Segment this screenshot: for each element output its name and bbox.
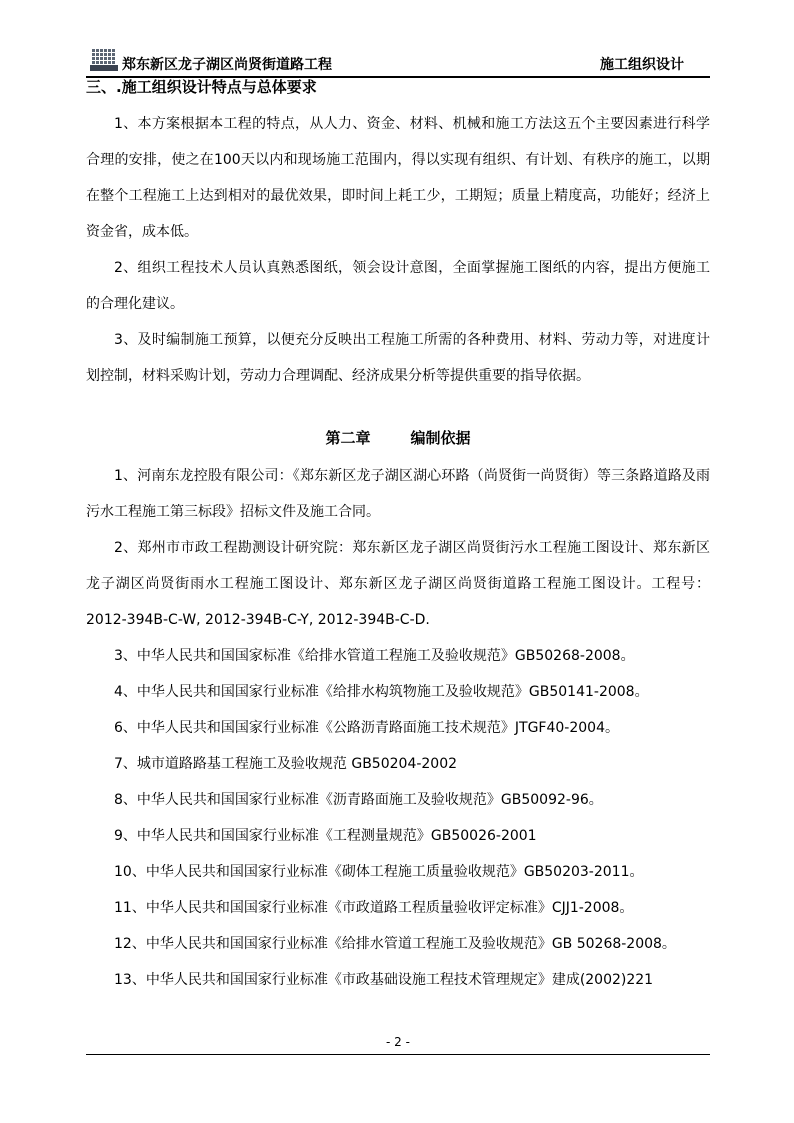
page-content <box>86 74 710 998</box>
header-doc-type: 施工组织设计 <box>600 57 684 73</box>
basis-item: 7、城市道路路基工程施工及验收规范 GB50204-2002 <box>114 756 458 772</box>
basis-item: 13、中华人民共和国国家行业标准《市政基础设施工程技术管理规定》建成(2002)221 <box>114 972 654 988</box>
basis-item: 4、中华人民共和国国家行业标准《给排水构筑物施工及验收规范》GB50141-2008。 <box>114 684 649 700</box>
basis-item: 1、河南东龙控股有限公司：《郑东新区龙子湖区湖心环路（尚贤街一尚贤街）等三条路道路及雨污水工程施工第三标段》招标文件及施工合同。 <box>86 468 710 520</box>
basis-item: 12、中华人民共和国国家行业标准《给排水管道工程施工及验收规范》GB 50268-2008。 <box>114 936 676 952</box>
page-header <box>86 44 710 78</box>
page-footer <box>86 1035 710 1075</box>
chapter-number: 第二章 <box>325 429 371 447</box>
basis-item: 6、中华人民共和国国家行业标准《公路沥青路面施工技术规范》JTGF40-2004。 <box>114 720 619 736</box>
section-title: 三、.施工组织设计特点与总体要求 <box>86 78 317 96</box>
basis-item: 11、中华人民共和国国家行业标准《市政道路工程质量验收评定标准》CJJ1-2008。 <box>114 900 634 916</box>
header-project-name: 郑东新区龙子湖区尚贤街道路工程 <box>122 57 332 73</box>
chapter-heading <box>86 420 710 456</box>
basis-item: 3、中华人民共和国国家标准《给排水管道工程施工及验收规范》GB50268-2008。 <box>114 648 635 664</box>
chapter-title: 编制依据 <box>410 429 471 447</box>
page-number: - 2 - <box>386 1035 410 1049</box>
basis-item: 2、郑州市市政工程勘测设计研究院：郑东新区龙子湖区尚贤街污水工程施工图设计、郑东新区龙子湖区尚贤街雨水工程施工图设计、郑东新区龙子湖区尚贤街道路工程施工图设计。工程号：2012-394B-C-W, 2012-394B-C-Y, 2012-394B-C-D. <box>86 540 710 628</box>
section-paragraph: 1、本方案根据本工程的特点，从人力、资金、材料、机械和施工方法这五个主要因素进行科学合理的安排，使之在100天以内和现场施工范围内，得以实现有组织、有计划、有秩序的施工，以期在整个工程施工上达到相对的最优效果，即时间上耗工少，工期短；质量上精度高，功能好；经济上资金省，成本低。 <box>86 116 710 240</box>
basis-item: 9、中华人民共和国国家行业标准《工程测量规范》GB50026-2001 <box>114 828 537 844</box>
section-paragraph: 3、及时编制施工预算，以便充分反映出工程施工所需的各种费用、材料、劳动力等，对进度计划控制，材料采购计划，劳动力合理调配、经济成果分析等提供重要的指导依据。 <box>86 332 710 384</box>
basis-item: 8、中华人民共和国国家行业标准《沥青路面施工及验收规范》GB50092-96。 <box>114 792 603 808</box>
basis-item: 10、中华人民共和国国家行业标准《砌体工程施工质量验收规范》GB50203-2011。 <box>114 864 644 880</box>
company-logo <box>90 48 118 72</box>
section-paragraph: 2、组织工程技术人员认真熟悉图纸，领会设计意图，全面掌握施工图纸的内容，提出方便施工的合理化建议。 <box>86 260 710 312</box>
